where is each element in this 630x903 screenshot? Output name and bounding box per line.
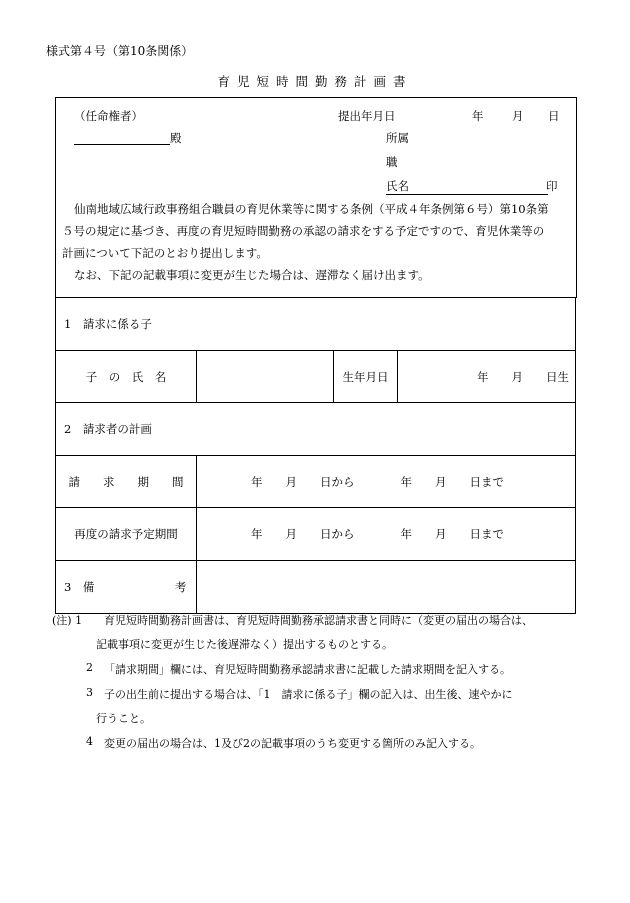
affiliation-label: 所属 (386, 131, 409, 145)
section-2-heading: 2 請求者の計画 (56, 403, 576, 456)
body-line-4: なお、下記の記載事項に変更が生じた場合は、遅滞なく届け出ます。 (74, 268, 430, 282)
addressee-blank-line (74, 144, 170, 145)
section-2-row (56, 403, 576, 456)
date-day-label: 日 (548, 109, 560, 123)
birth-date-field[interactable]: 年 月 日生 (398, 351, 576, 403)
note-2-text: 「請求期間」欄には、育児短時間勤務承認請求書に記載した請求期間を記入する。 (104, 663, 511, 676)
note-1-line-2: 記載事項に変更が生じた後遅滞なく）提出するものとする。 (96, 638, 393, 651)
remarks-field[interactable] (197, 561, 576, 614)
note-3-line-2: 行うこと。 (96, 712, 151, 725)
body-line-1: 仙南地域広域行政事務組合職員の育児休業等に関する条例（平成４年条例第６号）第10条第 (74, 202, 549, 216)
re-request-row (56, 508, 576, 561)
remarks-label: 3 備 考 (56, 561, 197, 614)
position-label: 職 (386, 155, 398, 169)
request-period-row (56, 456, 576, 508)
remarks-row (56, 561, 576, 614)
body-line-3: 計画について下記のとおり提出します。 (62, 246, 268, 260)
note-2-number: 2 (86, 661, 93, 674)
note-3-line-1: 子の出生前に提出する場合は、「1 請求に係る子」欄の記入は、出生後、速やかに (104, 688, 513, 701)
submission-date-label: 提出年月日 (338, 109, 396, 123)
form-number: 様式第４号（第10条関係） (46, 44, 194, 58)
child-name-label: 子 の 氏 名 (56, 351, 197, 403)
request-period-field[interactable]: 年 月 日から 年 月 日まで (197, 456, 576, 508)
re-request-field[interactable]: 年 月 日から 年 月 日まで (197, 508, 576, 561)
name-label: 氏名 (386, 179, 409, 193)
note-4-number: 4 (86, 735, 93, 748)
birth-date-label: 生年月日 (334, 351, 398, 403)
note-1-line-1: 育児短時間勤務計画書は、育児短時間勤務承認請求書と同時に（変更の届出の場合は、 (104, 614, 533, 627)
body-line-2: ５号の規定に基づき、再度の育児短時間勤務の承認の請求をする予定ですので、育児休業等の (62, 224, 545, 238)
date-month-label: 月 (512, 109, 524, 123)
note-4-text: 変更の届出の場合は、1及び2の記載事項のうち変更する箇所のみ記入する。 (104, 737, 481, 750)
name-underline (386, 194, 548, 195)
section-1-row (56, 298, 576, 351)
request-table (55, 297, 576, 614)
document-title: 育児短時間勤務計画書 (217, 74, 413, 89)
seal-label: 印 (546, 179, 558, 193)
appointing-authority-label: （任命権者） (74, 109, 143, 123)
request-period-label: 請 求 期 間 (56, 456, 197, 508)
note-3-number: 3 (86, 686, 93, 699)
child-row (56, 351, 576, 403)
note-1-prefix: (注) 1 (52, 614, 83, 627)
honorific-label: 殿 (170, 131, 182, 145)
date-year-label: 年 (472, 109, 484, 123)
child-name-field[interactable] (197, 351, 334, 403)
re-request-label: 再度の請求予定期間 (56, 508, 197, 561)
submission-box (55, 97, 577, 298)
section-1-heading: 1 請求に係る子 (56, 298, 576, 351)
